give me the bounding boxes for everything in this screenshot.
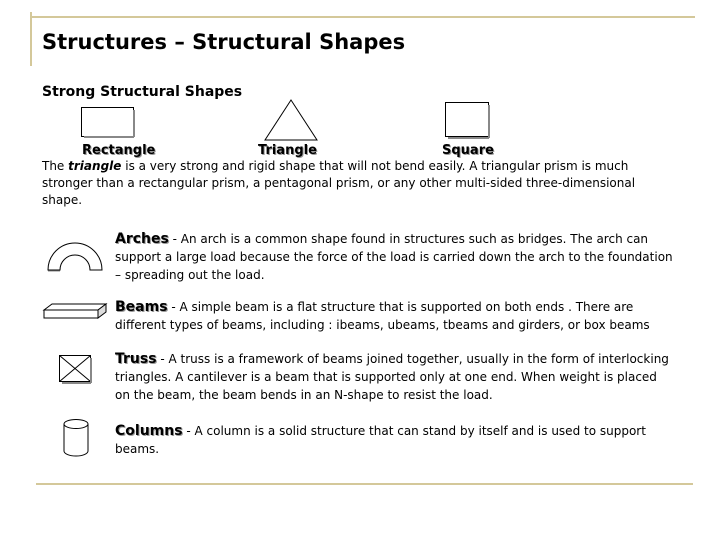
truss-icon — [58, 354, 94, 384]
decorative-top-line — [30, 16, 695, 18]
beams-description: - A simple beam is a flat structure that is supported on both ends . There are different types of beams, including : ibeams, ubeams, tbeams and girders, or box beams — [115, 300, 650, 332]
truss-description: - A truss is a framework of beams joined together, usually in the form of interlocking triangles. A cantilever is a beam that is supported only at one end. When weight is placed on the beam, the beam bends in an N-shape to resist the load. — [115, 352, 669, 402]
arch-icon — [44, 234, 106, 274]
beams-item — [115, 298, 675, 334]
truss-item — [115, 350, 675, 404]
section-subtitle: Strong Structural Shapes — [42, 84, 243, 100]
decorative-vertical-line — [30, 12, 32, 66]
triangle-label: Triangle — [258, 143, 317, 158]
intro-prefix: The — [42, 159, 65, 173]
square-label: Square — [442, 143, 494, 158]
arches-item — [115, 230, 675, 284]
arches-term: Arches — [115, 231, 169, 247]
rectangle-label: Rectangle — [82, 143, 156, 158]
columns-term: Columns — [115, 423, 183, 439]
intro-text: is a very strong and rigid shape that will not bend easily. A triangular prism is much stronger than a rectangular prism, a pentagonal prism, or any other multi-sided three-dimensional shape. — [42, 159, 636, 207]
column-icon — [62, 418, 90, 458]
columns-item — [115, 422, 675, 458]
beam-icon — [42, 302, 108, 322]
columns-description: - A column is a solid structure that can stand by itself and is used to support beams. — [115, 424, 646, 456]
truss-term: Truss — [115, 351, 157, 367]
intro-paragraph — [42, 158, 662, 209]
beams-term: Beams — [115, 299, 168, 315]
intro-emphasis: triangle — [68, 159, 122, 173]
arches-description: - An arch is a common shape found in structures such as bridges. The arch can support a large load because the force of the load is carried down the arch to the foundation – spreading out the load. — [115, 232, 673, 282]
decorative-bottom-line — [36, 483, 693, 485]
slide-title: Structures – Structural Shapes — [42, 30, 406, 54]
triangle-shape-icon — [263, 98, 319, 142]
square-shape-icon — [444, 101, 492, 139]
rectangle-shape-icon — [80, 106, 136, 138]
